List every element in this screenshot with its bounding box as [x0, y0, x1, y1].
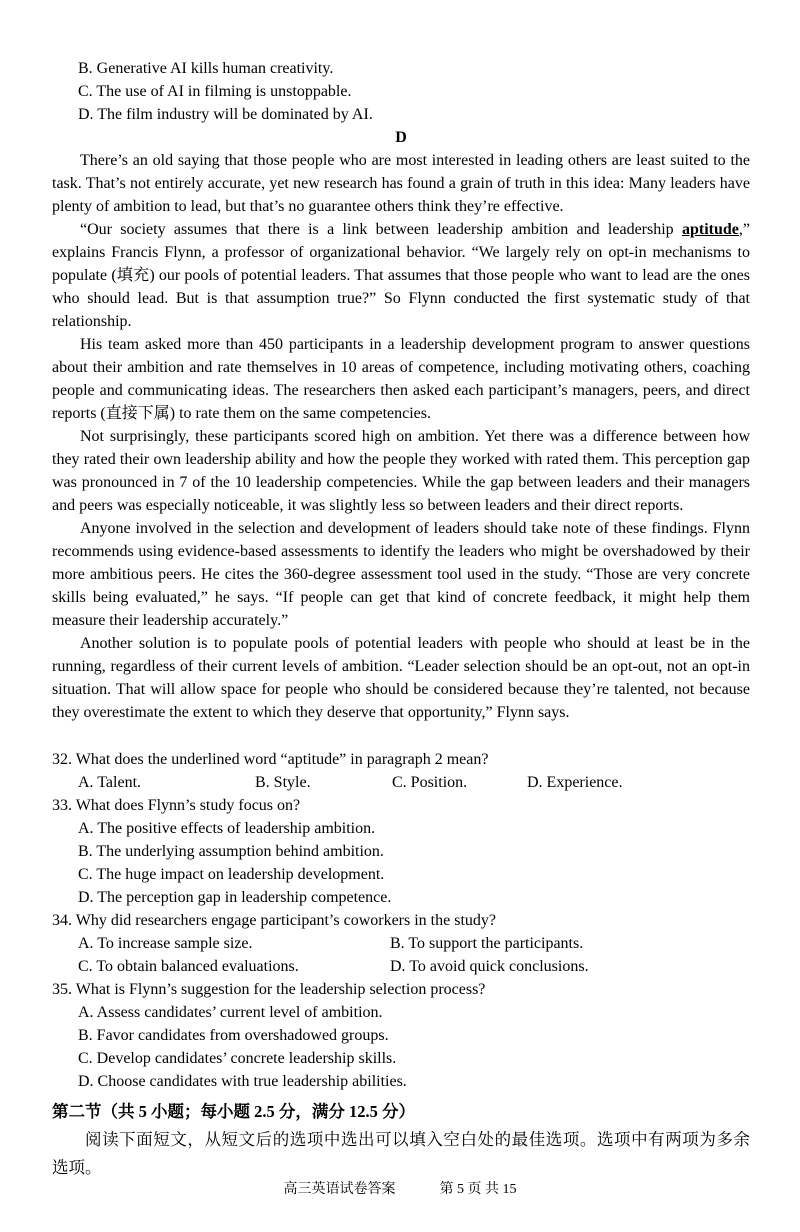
prev-question-option-b: B. Generative AI kills human creativity.: [78, 60, 334, 77]
question-34-option-d: D. To avoid quick conclusions.: [390, 958, 589, 975]
paragraph-2-text-after: ,” explains Francis Flynn, a professor of organizational behavior. “We largely rely on opt-in mechanisms to populate (填充) our pools of potential leaders. That assumes that those people who want to lead are the ones who should lead. But is that assumption true?” So Flynn conducted the first systematic study of that relationship.: [52, 221, 750, 330]
question-33-option-c: C. The huge impact on leadership development.: [78, 866, 385, 883]
question-35-option-a: A. Assess candidates’ current level of ambition.: [78, 1004, 383, 1021]
page-footer: [0, 1180, 800, 1200]
question-34-option-b: B. To support the participants.: [390, 935, 584, 952]
footer-document-title: 高三英语试卷答案: [283, 1182, 396, 1197]
question-33-option-b: B. The underlying assumption behind ambition.: [78, 843, 384, 860]
prev-question-option-d: D. The film industry will be dominated by AI.: [78, 106, 373, 123]
section-2-instruction-line-2: 选项。: [52, 1158, 102, 1177]
question-32-options: [52, 771, 750, 794]
question-34-option-a: A. To increase sample size.: [78, 935, 253, 952]
prev-question-option-c: C. The use of AI in filming is unstoppable.: [78, 83, 352, 100]
question-34-options-row-2: [52, 955, 750, 978]
question-35-option-d: D. Choose candidates with true leadership abilities.: [78, 1073, 407, 1090]
question-34: [52, 909, 750, 978]
question-35-stem: 35. What is Flynn’s suggestion for the leadership selection process?: [52, 981, 486, 998]
question-33-option-a: A. The positive effects of leadership ambition.: [78, 820, 376, 837]
section-2-instruction-line-1: 阅读下面短文，从短文后的选项中选出可以填入空白处的最佳选项。选项中有两项为多余: [85, 1130, 750, 1149]
question-35-option-c: C. Develop candidates’ concrete leadership skills.: [78, 1050, 397, 1067]
question-32-option-a: A. Talent.: [78, 774, 142, 791]
question-33: [52, 794, 750, 909]
questions-block: [52, 748, 750, 1093]
section-2-heading: 第二节（共 5 小题；每小题 2.5 分，满分 12.5 分）: [52, 1102, 415, 1121]
question-33-stem: 33. What does Flynn’s study focus on?: [52, 797, 301, 814]
question-35: [52, 978, 750, 1093]
passage-letter: D: [395, 129, 407, 146]
question-35-option-b: B. Favor candidates from overshadowed groups.: [78, 1027, 389, 1044]
question-34-options-row-1: [52, 932, 750, 955]
passage-paragraph-4: Not surprisingly, these participants scored high on ambition. Yet there was a difference between how they rated their own leadership ability and how the people they worked with rated them. This perception gap was pronounced in 7 of the 10 leadership competencies. While the gap between leaders and their managers and peers was especially noticeable, it was slightly less so between leaders and their direct reports.: [52, 428, 750, 514]
question-32-option-c: C. Position.: [392, 774, 468, 791]
underlined-word-aptitude: aptitude: [681, 221, 739, 238]
paragraph-2-text-before: “Our society assumes that there is a link between leadership ambition and leadership: [80, 221, 682, 238]
passage-paragraph-3: His team asked more than 450 participants in a leadership development program to answer questions about their ambition and rate themselves in 10 areas of competence, including motivating others, coaching people and communicating ideas. The researchers then asked each participant’s managers, peers, and direct reports (直接下属) to rate them on the same competencies.: [52, 336, 750, 422]
passage-paragraph-1: There’s an old saying that those people who are most interested in leading others are least suited to the task. That’s not entirely accurate, yet new research has found a grain of truth in this idea: Many leaders have plenty of ambition to lead, but that’s no guarantee others think they’re effective.: [52, 152, 750, 215]
passage-paragraph-6: Another solution is to populate pools of potential leaders with people who should at least be in the running, regardless of their current levels of ambition. “Leader selection should be an opt-out, not an opt-in situation. That will allow space for people who should be considered because they’re talented, not because they overestimate the extent to which they deserve that opportunity,” Flynn says.: [52, 635, 750, 721]
question-32-option-d: D. Experience.: [527, 774, 623, 791]
passage-paragraph-5: Anyone involved in the selection and development of leaders should take note of these findings. Flynn recommends using evidence-based assessments to identify the leaders who might be overshadowed by their more ambitious peers. He cites the 360-degree assessment tool used in the study. “Those are very concrete skills being evaluated,” he says. “If people can get that kind of concrete feedback, it might help them measure their leadership accurately.”: [52, 520, 750, 629]
question-34-stem: 34. Why did researchers engage participant’s coworkers in the study?: [52, 912, 496, 929]
question-32: [52, 748, 750, 794]
passage-paragraph-2: [52, 218, 750, 333]
footer-page-number: 第 5 页 共 15: [439, 1182, 517, 1197]
question-34-option-c: C. To obtain balanced evaluations.: [78, 958, 299, 975]
question-33-option-d: D. The perception gap in leadership competence.: [78, 889, 392, 906]
question-32-stem: 32. What does the underlined word “aptitude” in paragraph 2 mean?: [52, 751, 489, 768]
question-32-option-b: B. Style.: [255, 774, 311, 791]
